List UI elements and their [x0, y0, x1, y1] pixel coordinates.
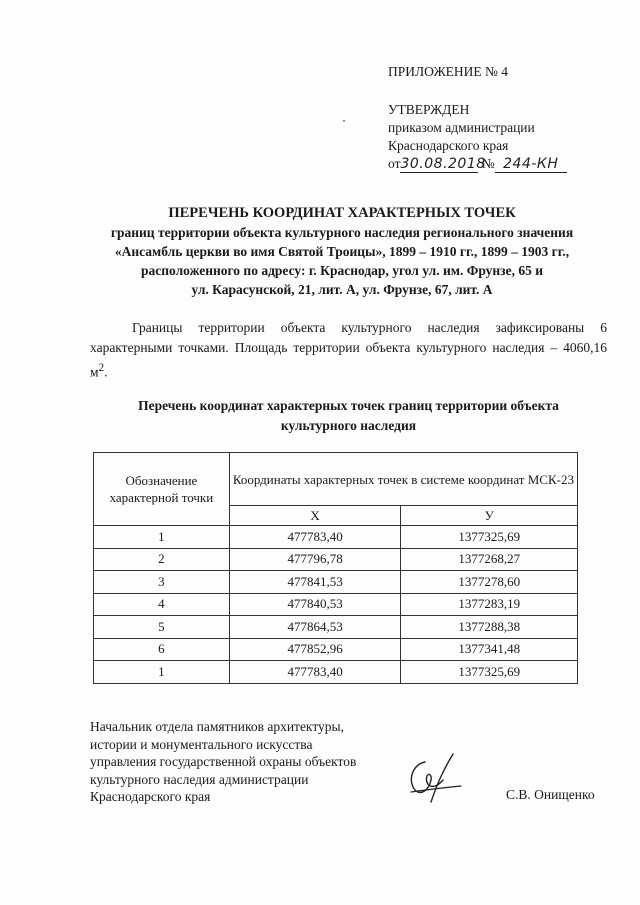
approval-heading: УТВЕРЖДЕН	[388, 102, 470, 117]
signer-line-4: культурного наследия администрации	[90, 771, 309, 787]
point-cell: 2	[94, 548, 230, 571]
y-cell: 1377283,19	[401, 593, 578, 616]
x-cell: 477783,40	[229, 526, 401, 549]
point-column-header: Обозначение характерной точки	[94, 453, 230, 526]
x-cell: 477796,78	[229, 548, 401, 571]
approval-block	[388, 101, 567, 173]
approval-line-2: Краснодарского края	[388, 138, 509, 153]
table-row	[94, 571, 578, 594]
y-cell: 1377325,69	[401, 526, 578, 549]
title-line-5: ул. Карасунской, 21, лит. А, ул. Фрунзе, 67, лит. А	[191, 282, 493, 297]
coordinates-header: Координаты характерных точек в системе координат МСК-23	[229, 453, 577, 506]
paragraph-text: Границы территории объекта культурного наследия зафиксированы 6 характерными точками. Площадь территории объекта культурного наследия – 4060,16 м	[90, 320, 607, 380]
table-row	[94, 616, 578, 639]
point-cell: 4	[94, 593, 230, 616]
point-cell: 3	[94, 571, 230, 594]
signer-name: С.В. Онищенко	[506, 787, 595, 802]
title-line-2: границ территории объекта культурного наследия регионального значения	[110, 225, 574, 240]
table-row	[94, 638, 578, 661]
table-title-line-2: культурного наследия	[280, 418, 417, 433]
approval-order-line	[388, 155, 567, 173]
signer-block	[90, 718, 356, 806]
x-column-header: X	[229, 506, 401, 526]
signer-line-2: истории и монументального искусства	[90, 736, 313, 752]
appendix-label: ПРИЛОЖЕНИЕ № 4	[388, 64, 509, 79]
title-line-3: «Ансамбль церкви во имя Святой Троицы», 1899 – 1910 гг., 1899 – 1903 гг.,	[114, 244, 570, 259]
signer-line-1: Начальник отдела памятников архитектуры,	[90, 719, 344, 734]
point-cell: 1	[94, 661, 230, 684]
scan-speck	[343, 120, 345, 122]
table-title-line-1: Перечень координат характерных точек границ территории объекта	[138, 398, 559, 413]
point-cell: 1	[94, 526, 230, 549]
table-row	[94, 526, 578, 549]
area-unit-superscript: 2	[98, 362, 105, 374]
point-cell: 6	[94, 638, 230, 661]
signer-line-5: Краснодарского края	[90, 789, 211, 804]
table-row	[94, 548, 578, 571]
x-cell: 477864,53	[229, 616, 401, 639]
order-number-label: №	[481, 156, 495, 171]
table-title	[90, 396, 607, 436]
table-row	[94, 593, 578, 616]
approval-line-1: приказом администрации	[388, 120, 535, 135]
y-cell: 1377278,60	[401, 571, 578, 594]
point-cell: 5	[94, 616, 230, 639]
paragraph-end: .	[104, 364, 108, 380]
title-line-4: расположенного по адресу: г. Краснодар, угол ул. им. Фрунзе, 65 и	[141, 263, 543, 278]
x-cell: 477841,53	[229, 571, 401, 594]
document-title	[60, 204, 624, 299]
order-number: 244-КН	[495, 157, 567, 173]
order-from-label: от	[388, 156, 401, 171]
boundary-paragraph	[90, 318, 607, 383]
y-cell: 1377268,27	[401, 548, 578, 571]
x-cell: 477852,96	[229, 638, 401, 661]
y-cell: 1377341,48	[401, 638, 578, 661]
table-row	[94, 661, 578, 684]
y-column-header: У	[401, 506, 578, 526]
handwritten-signature	[405, 750, 465, 808]
signer-line-3: управления государственной охраны объектов	[90, 754, 357, 769]
y-cell: 1377325,69	[401, 661, 578, 684]
x-cell: 477840,53	[229, 593, 401, 616]
coordinates-table	[93, 452, 578, 684]
order-date: 30.08.2018	[400, 156, 486, 172]
x-cell: 477783,40	[229, 661, 401, 684]
y-cell: 1377288,38	[401, 616, 578, 639]
title-line-1: ПЕРЕЧЕНЬ КООРДИНАТ ХАРАКТЕРНЫХ ТОЧЕК	[168, 205, 516, 221]
